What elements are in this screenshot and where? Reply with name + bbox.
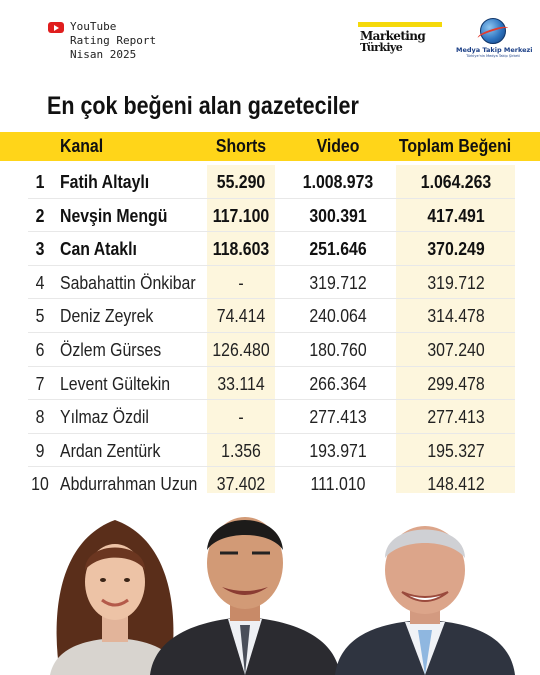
channel-name-cell: Fatih Altaylı bbox=[60, 172, 150, 192]
channel-name-cell: Levent Gültekin bbox=[60, 373, 171, 394]
medya-takip-logo bbox=[456, 18, 533, 62]
rank-cell: 4 bbox=[35, 272, 45, 293]
logo-subtitle: Türkiye'nin Medya Takip Şirketi bbox=[466, 54, 520, 58]
rank-cell: 10 bbox=[31, 474, 49, 495]
rank-cell: 3 bbox=[35, 239, 45, 260]
shorts-cell: 37.402 bbox=[216, 474, 266, 495]
report-line-3: Nisan 2025 bbox=[70, 48, 137, 61]
rank-cell: 6 bbox=[35, 340, 45, 360]
total-likes-cell: 370.249 bbox=[427, 239, 485, 260]
shorts-cell: - bbox=[238, 407, 244, 428]
video-cell: 266.364 bbox=[309, 373, 367, 394]
video-cell: 240.064 bbox=[309, 306, 367, 327]
shorts-cell: 55.290 bbox=[216, 172, 266, 192]
shorts-cell: 118.603 bbox=[212, 239, 270, 260]
channel-name-cell: Yılmaz Özdil bbox=[60, 407, 149, 428]
table-row bbox=[28, 266, 515, 300]
rank-cell: 5 bbox=[35, 306, 45, 327]
globe-icon bbox=[480, 18, 506, 44]
page-title: En çok beğeni alan gazeteciler bbox=[47, 92, 359, 120]
video-cell: 300.391 bbox=[309, 205, 367, 226]
table-row bbox=[28, 367, 515, 401]
table-row bbox=[28, 232, 515, 266]
video-cell: 180.760 bbox=[309, 340, 367, 360]
video-cell: 111.010 bbox=[310, 474, 366, 495]
report-line-2: Rating Report bbox=[70, 34, 157, 47]
shorts-cell: - bbox=[238, 272, 244, 293]
channel-name-cell: Abdurrahman Uzun bbox=[60, 474, 198, 495]
marketing-turkiye-logo bbox=[358, 22, 442, 54]
column-header-kanal: Kanal bbox=[60, 136, 104, 156]
channel-name-cell: Özlem Gürses bbox=[60, 340, 162, 360]
channel-name-cell: Nevşin Mengü bbox=[60, 205, 168, 226]
total-likes-cell: 307.240 bbox=[427, 340, 485, 360]
table-row bbox=[28, 165, 515, 199]
shorts-cell: 33.114 bbox=[217, 373, 265, 394]
total-likes-cell: 1.064.263 bbox=[420, 172, 492, 192]
column-header-total: Toplam Beğeni bbox=[398, 136, 512, 156]
video-cell: 319.712 bbox=[309, 272, 367, 293]
logo-name: Medya Takip Merkezi bbox=[456, 46, 533, 54]
shorts-cell: 74.414 bbox=[216, 306, 266, 327]
channel-name-cell: Deniz Zeyrek bbox=[60, 306, 154, 327]
table-row bbox=[28, 199, 515, 233]
photo-strip bbox=[0, 495, 540, 675]
report-badge bbox=[48, 20, 156, 62]
logo-text-top: Marketing bbox=[360, 29, 426, 43]
video-cell: 277.413 bbox=[309, 407, 367, 428]
total-likes-cell: 277.413 bbox=[427, 407, 485, 428]
total-likes-cell: 417.491 bbox=[427, 205, 485, 226]
rank-cell: 1 bbox=[35, 172, 45, 192]
table-row bbox=[28, 434, 515, 468]
video-cell: 1.008.973 bbox=[302, 172, 374, 192]
channel-name-cell: Sabahattin Önkibar bbox=[60, 272, 196, 293]
portrait-middle bbox=[150, 495, 340, 675]
rank-cell: 7 bbox=[35, 373, 45, 394]
youtube-icon bbox=[48, 22, 64, 33]
table-row bbox=[28, 333, 515, 367]
total-likes-cell: 299.478 bbox=[427, 373, 485, 394]
total-likes-cell: 195.327 bbox=[427, 440, 485, 461]
shorts-cell: 126.480 bbox=[212, 340, 270, 360]
column-header-video: Video bbox=[316, 136, 360, 156]
video-cell: 251.646 bbox=[309, 239, 367, 260]
column-header-shorts: Shorts bbox=[215, 136, 267, 156]
rank-cell: 9 bbox=[35, 440, 45, 461]
rank-cell: 2 bbox=[35, 205, 45, 226]
channel-name-cell: Ardan Zentürk bbox=[60, 440, 161, 461]
video-cell: 193.971 bbox=[309, 440, 367, 461]
total-likes-cell: 319.712 bbox=[427, 272, 485, 293]
logo-text-bottom: Türkiye bbox=[360, 41, 403, 54]
rank-cell: 8 bbox=[35, 407, 45, 428]
portrait-right bbox=[330, 510, 520, 675]
table-row bbox=[28, 400, 515, 434]
shorts-cell: 1.356 bbox=[221, 440, 261, 461]
total-likes-cell: 148.412 bbox=[427, 474, 485, 495]
shorts-cell: 117.100 bbox=[212, 205, 270, 226]
total-likes-cell: 314.478 bbox=[427, 306, 485, 327]
table-row bbox=[28, 299, 515, 333]
logo-yellow-bar bbox=[358, 22, 442, 27]
channel-name-cell: Can Ataklı bbox=[60, 239, 137, 260]
report-line-1: YouTube bbox=[70, 20, 117, 33]
report-lines bbox=[70, 20, 156, 62]
table-header bbox=[0, 132, 540, 161]
